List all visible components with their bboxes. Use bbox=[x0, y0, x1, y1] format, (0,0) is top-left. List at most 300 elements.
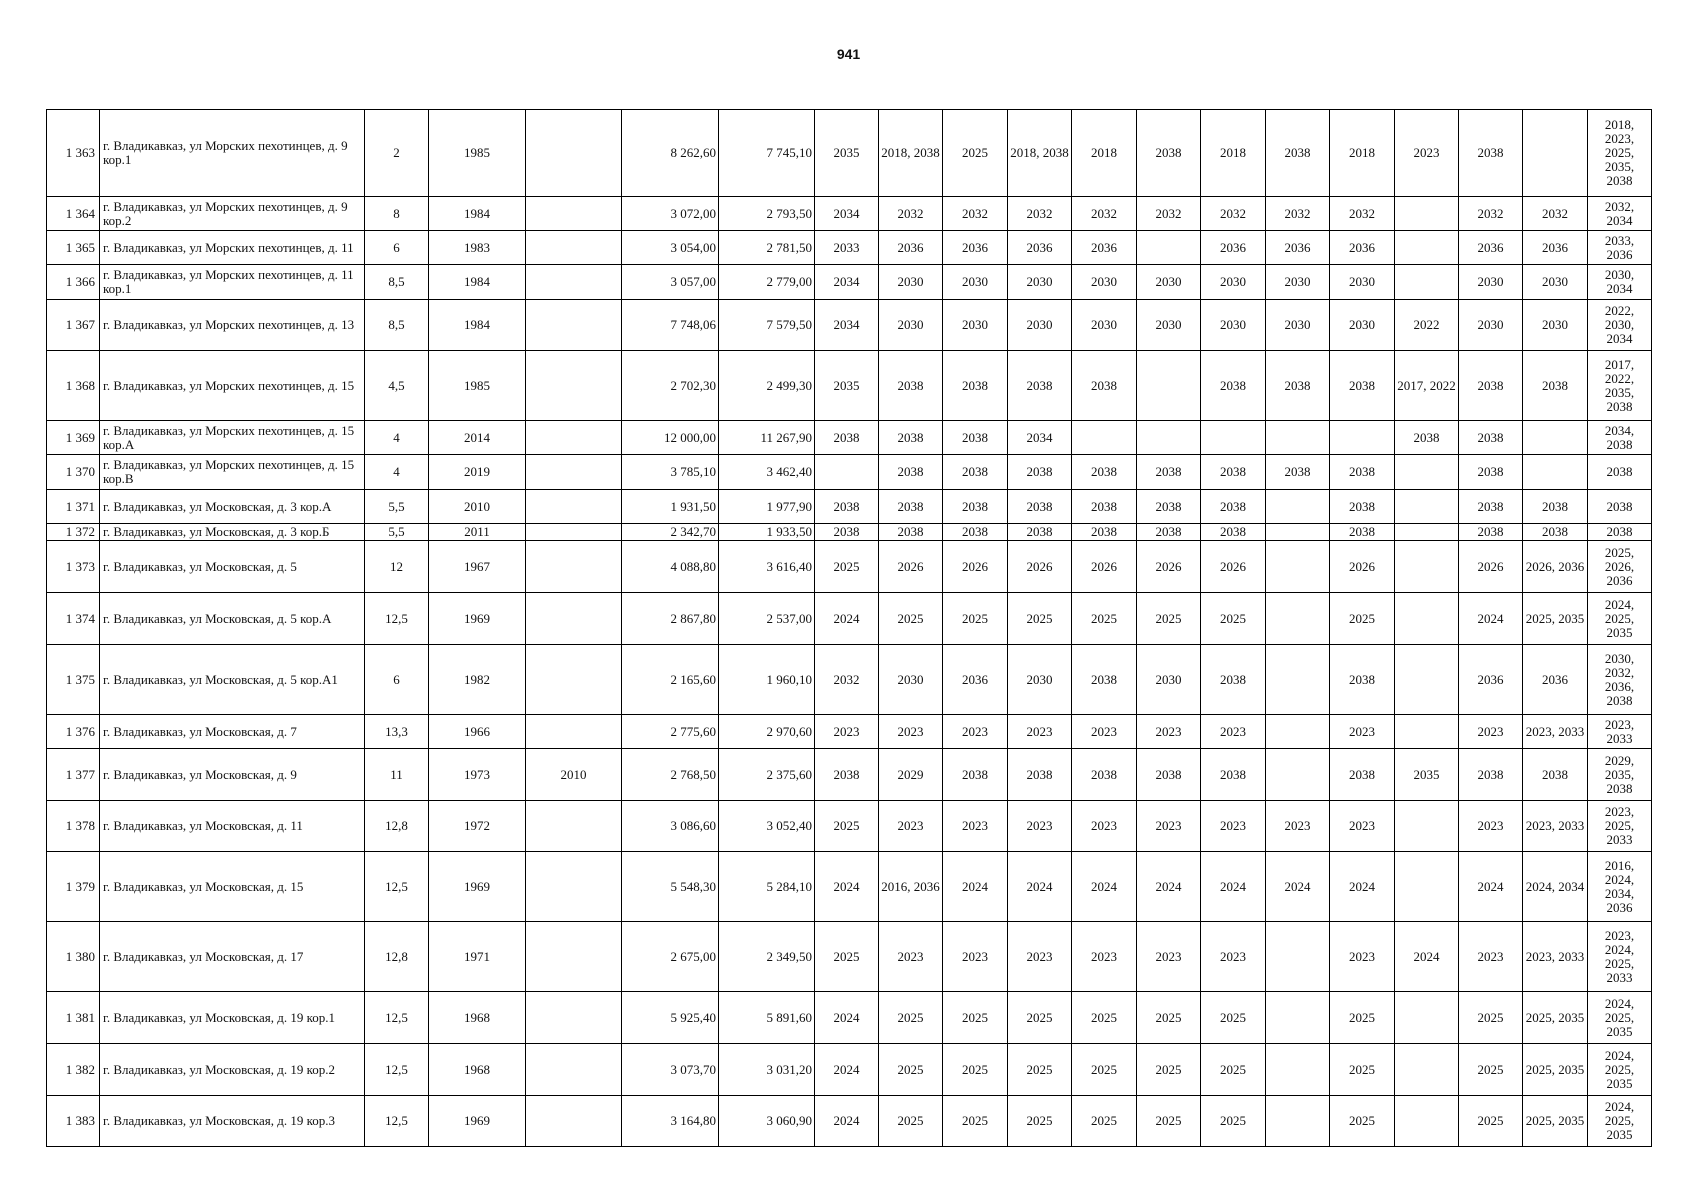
table-cell: 2036 bbox=[943, 231, 1008, 265]
table-cell: 2038 bbox=[879, 490, 943, 524]
table-cell bbox=[1395, 524, 1459, 541]
table-cell: 2026 bbox=[1201, 541, 1266, 593]
table-cell: 2024 bbox=[815, 1044, 879, 1096]
address-cell: г. Владикавказ, ул Московская, д. 17 bbox=[100, 922, 365, 992]
table-cell: 2023 bbox=[1330, 715, 1395, 749]
address-cell: г. Владикавказ, ул Морских пехотинцев, д. 9 кор.2 bbox=[100, 197, 365, 231]
table-cell: 2 499,30 bbox=[719, 351, 815, 421]
table-cell: 2025 bbox=[879, 593, 943, 645]
table-cell: 1 960,10 bbox=[719, 645, 815, 715]
table-cell: 2038 bbox=[1459, 110, 1523, 197]
table-cell: 1969 bbox=[429, 593, 526, 645]
table-cell: 2030 bbox=[1137, 645, 1201, 715]
table-row bbox=[47, 645, 1652, 715]
table-cell: 2023 bbox=[1137, 922, 1201, 992]
table-cell: 2 867,80 bbox=[622, 593, 719, 645]
table-cell: 2038 bbox=[1137, 524, 1201, 541]
table-cell: 2030 bbox=[1072, 265, 1137, 300]
table-cell: 4 bbox=[365, 455, 429, 490]
table-cell: 3 031,20 bbox=[719, 1044, 815, 1096]
table-cell bbox=[526, 265, 622, 300]
table-cell: 2030 bbox=[1459, 300, 1523, 351]
table-cell: 2034 bbox=[815, 300, 879, 351]
table-cell: 2024 bbox=[943, 852, 1008, 922]
table-cell: 2018 bbox=[1072, 110, 1137, 197]
table-cell: 2025 bbox=[943, 1044, 1008, 1096]
table-row bbox=[47, 421, 1652, 455]
table-row bbox=[47, 715, 1652, 749]
table-cell bbox=[1395, 231, 1459, 265]
table-cell: 2023 bbox=[1201, 801, 1266, 852]
table-cell: 1982 bbox=[429, 645, 526, 715]
table-cell: 2038 bbox=[1523, 490, 1588, 524]
table-cell: 2035 bbox=[1395, 749, 1459, 801]
table-row bbox=[47, 455, 1652, 490]
row-number-cell: 1 373 bbox=[47, 541, 100, 593]
table-cell: 2038 bbox=[1330, 749, 1395, 801]
table-cell: 2032 bbox=[1008, 197, 1072, 231]
address-cell: г. Владикавказ, ул Московская, д. 15 bbox=[100, 852, 365, 922]
table-cell: 11 bbox=[365, 749, 429, 801]
table-cell: 2038 bbox=[879, 421, 943, 455]
table-cell: 2038 bbox=[1008, 749, 1072, 801]
table-cell: 2038 bbox=[1330, 524, 1395, 541]
table-cell bbox=[526, 715, 622, 749]
table-cell: 2025 bbox=[1008, 992, 1072, 1044]
table-cell: 2 702,30 bbox=[622, 351, 719, 421]
table-cell: 2038 bbox=[1072, 749, 1137, 801]
table-row bbox=[47, 231, 1652, 265]
table-cell: 2024, 2034 bbox=[1523, 852, 1588, 922]
table-cell: 2023, 2024, 2025, 2033 bbox=[1588, 922, 1652, 992]
table-cell: 2038 bbox=[1008, 490, 1072, 524]
table-cell bbox=[526, 490, 622, 524]
table-cell bbox=[1266, 992, 1330, 1044]
table-cell: 2 781,50 bbox=[719, 231, 815, 265]
table-cell: 2024 bbox=[815, 992, 879, 1044]
table-cell: 2038 bbox=[1459, 524, 1523, 541]
table-cell: 2033 bbox=[815, 231, 879, 265]
table-cell: 2030 bbox=[1008, 265, 1072, 300]
table-cell bbox=[1266, 541, 1330, 593]
row-number-cell: 1 369 bbox=[47, 421, 100, 455]
table-cell: 2038 bbox=[1588, 524, 1652, 541]
table-cell: 12,5 bbox=[365, 1096, 429, 1147]
table-cell: 2024 bbox=[815, 852, 879, 922]
table-cell bbox=[1266, 421, 1330, 455]
table-cell: 12,8 bbox=[365, 801, 429, 852]
row-number-cell: 1 381 bbox=[47, 992, 100, 1044]
table-cell: 2038 bbox=[1459, 455, 1523, 490]
table-cell: 2010 bbox=[526, 749, 622, 801]
table-cell: 2023 bbox=[815, 715, 879, 749]
table-cell: 2038 bbox=[1137, 455, 1201, 490]
table-cell: 2025 bbox=[1330, 593, 1395, 645]
table-cell bbox=[526, 1096, 622, 1147]
table-cell: 1 977,90 bbox=[719, 490, 815, 524]
table-cell: 2032 bbox=[943, 197, 1008, 231]
address-cell: г. Владикавказ, ул Московская, д. 9 bbox=[100, 749, 365, 801]
table-cell: 2 793,50 bbox=[719, 197, 815, 231]
table-cell bbox=[1266, 524, 1330, 541]
row-number-cell: 1 380 bbox=[47, 922, 100, 992]
table-cell: 2025 bbox=[1459, 1044, 1523, 1096]
table-cell: 2036 bbox=[879, 231, 943, 265]
table-cell bbox=[526, 110, 622, 197]
row-number-cell: 1 372 bbox=[47, 524, 100, 541]
table-cell bbox=[1523, 421, 1588, 455]
table-cell: 2025 bbox=[1072, 1096, 1137, 1147]
table-cell: 2034, 2038 bbox=[1588, 421, 1652, 455]
table-cell: 2025, 2035 bbox=[1523, 593, 1588, 645]
table-cell: 2030 bbox=[1137, 265, 1201, 300]
table-cell: 2036 bbox=[1523, 231, 1588, 265]
address-cell: г. Владикавказ, ул Московская, д. 5 кор.А bbox=[100, 593, 365, 645]
table-cell: 2023 bbox=[1072, 801, 1137, 852]
table-cell: 2 775,60 bbox=[622, 715, 719, 749]
table-cell: 2024, 2025, 2035 bbox=[1588, 1096, 1652, 1147]
table-cell: 2018 bbox=[1201, 110, 1266, 197]
table-cell: 2023 bbox=[943, 715, 1008, 749]
table-cell: 2038 bbox=[1072, 455, 1137, 490]
table-cell bbox=[1137, 231, 1201, 265]
address-cell: г. Владикавказ, ул Морских пехотинцев, д. 15 кор.А bbox=[100, 421, 365, 455]
row-number-cell: 1 374 bbox=[47, 593, 100, 645]
table-cell: 2025 bbox=[1330, 1044, 1395, 1096]
table-cell bbox=[1395, 490, 1459, 524]
table-cell: 2024, 2025, 2035 bbox=[1588, 992, 1652, 1044]
table-cell: 2026 bbox=[1459, 541, 1523, 593]
table-cell: 3 057,00 bbox=[622, 265, 719, 300]
table-cell: 2038 bbox=[1395, 421, 1459, 455]
table-cell: 2038 bbox=[1072, 645, 1137, 715]
table-cell: 2 779,00 bbox=[719, 265, 815, 300]
table-cell bbox=[526, 197, 622, 231]
table-cell: 2030 bbox=[879, 300, 943, 351]
table-cell: 2 537,00 bbox=[719, 593, 815, 645]
table-cell: 2032 bbox=[1072, 197, 1137, 231]
table-cell: 2026 bbox=[1137, 541, 1201, 593]
address-cell: г. Владикавказ, ул Морских пехотинцев, д. 11 кор.1 bbox=[100, 265, 365, 300]
table-cell: 2038 bbox=[815, 490, 879, 524]
table-cell: 2030 bbox=[1072, 300, 1137, 351]
table-cell bbox=[1395, 645, 1459, 715]
table-cell: 2038 bbox=[1459, 490, 1523, 524]
table-cell: 2025 bbox=[879, 992, 943, 1044]
table-cell: 2024 bbox=[1459, 593, 1523, 645]
table-cell bbox=[1395, 593, 1459, 645]
table-cell: 2025 bbox=[815, 541, 879, 593]
table-cell: 2036 bbox=[943, 645, 1008, 715]
table-cell: 4 088,80 bbox=[622, 541, 719, 593]
table-cell: 2038 bbox=[943, 455, 1008, 490]
row-number-cell: 1 364 bbox=[47, 197, 100, 231]
table-cell bbox=[1266, 490, 1330, 524]
table-cell: 2024 bbox=[815, 593, 879, 645]
table-cell: 2025 bbox=[1201, 593, 1266, 645]
table-cell: 2038 bbox=[1072, 351, 1137, 421]
table-cell: 1985 bbox=[429, 351, 526, 421]
table-row bbox=[47, 541, 1652, 593]
address-cell: г. Владикавказ, ул Морских пехотинцев, д. 9 кор.1 bbox=[100, 110, 365, 197]
row-number-cell: 1 379 bbox=[47, 852, 100, 922]
table-cell bbox=[1395, 801, 1459, 852]
row-number-cell: 1 378 bbox=[47, 801, 100, 852]
table-cell bbox=[526, 231, 622, 265]
table-cell: 2025 bbox=[1201, 1044, 1266, 1096]
row-number-cell: 1 382 bbox=[47, 1044, 100, 1096]
table-cell: 1 931,50 bbox=[622, 490, 719, 524]
table-cell: 2024 bbox=[1201, 852, 1266, 922]
table-cell: 2030, 2034 bbox=[1588, 265, 1652, 300]
table-cell: 12,8 bbox=[365, 922, 429, 992]
table-cell: 2023 bbox=[879, 922, 943, 992]
table-cell: 2023 bbox=[1137, 715, 1201, 749]
table-cell: 2018, 2038 bbox=[1008, 110, 1072, 197]
row-number-cell: 1 383 bbox=[47, 1096, 100, 1147]
table-cell: 3 785,10 bbox=[622, 455, 719, 490]
table-cell: 2038 bbox=[1201, 351, 1266, 421]
table-cell: 2038 bbox=[1137, 749, 1201, 801]
table-cell: 2038 bbox=[1201, 645, 1266, 715]
table-cell: 2032 bbox=[815, 645, 879, 715]
table-cell: 2024 bbox=[1137, 852, 1201, 922]
table-cell: 2029, 2035, 2038 bbox=[1588, 749, 1652, 801]
table-cell: 2030 bbox=[1008, 300, 1072, 351]
table-cell bbox=[1266, 715, 1330, 749]
table-row bbox=[47, 300, 1652, 351]
table-cell: 2038 bbox=[1008, 455, 1072, 490]
table-cell: 2030 bbox=[1330, 265, 1395, 300]
address-cell: г. Владикавказ, ул Московская, д. 3 кор.А bbox=[100, 490, 365, 524]
table-cell: 12,5 bbox=[365, 1044, 429, 1096]
table-cell bbox=[526, 593, 622, 645]
table-cell: 2036 bbox=[1459, 645, 1523, 715]
table-cell: 1968 bbox=[429, 992, 526, 1044]
table-cell: 3 462,40 bbox=[719, 455, 815, 490]
table-cell: 12 000,00 bbox=[622, 421, 719, 455]
table-cell: 1985 bbox=[429, 110, 526, 197]
table-cell: 2025 bbox=[815, 922, 879, 992]
table-cell bbox=[1395, 455, 1459, 490]
table-cell: 1972 bbox=[429, 801, 526, 852]
table-cell: 2030 bbox=[943, 265, 1008, 300]
table-cell: 6 bbox=[365, 645, 429, 715]
table-cell: 2023, 2033 bbox=[1523, 922, 1588, 992]
address-cell: г. Владикавказ, ул Морских пехотинцев, д. 11 bbox=[100, 231, 365, 265]
table-cell: 2 768,50 bbox=[622, 749, 719, 801]
table-cell: 2023 bbox=[1459, 922, 1523, 992]
table-cell: 5 284,10 bbox=[719, 852, 815, 922]
table-cell: 2023 bbox=[1201, 922, 1266, 992]
table-cell bbox=[1266, 1096, 1330, 1147]
table-cell bbox=[1523, 110, 1588, 197]
table-cell: 5,5 bbox=[365, 490, 429, 524]
table-cell: 2 165,60 bbox=[622, 645, 719, 715]
table-cell bbox=[526, 455, 622, 490]
table-cell: 2030 bbox=[1459, 265, 1523, 300]
table-row bbox=[47, 351, 1652, 421]
table-cell bbox=[1072, 421, 1137, 455]
table-cell: 2023 bbox=[1008, 922, 1072, 992]
address-cell: г. Владикавказ, ул Московская, д. 19 кор.2 bbox=[100, 1044, 365, 1096]
table-cell: 2038 bbox=[815, 749, 879, 801]
address-cell: г. Владикавказ, ул Московская, д. 5 bbox=[100, 541, 365, 593]
table-cell: 2038 bbox=[1137, 110, 1201, 197]
table-row bbox=[47, 197, 1652, 231]
table-cell: 2038 bbox=[1523, 351, 1588, 421]
table-cell: 2038 bbox=[1201, 490, 1266, 524]
table-cell: 2 bbox=[365, 110, 429, 197]
table-cell: 2030 bbox=[943, 300, 1008, 351]
table-cell: 2025, 2035 bbox=[1523, 992, 1588, 1044]
table-cell: 2023 bbox=[879, 801, 943, 852]
table-cell: 5 548,30 bbox=[622, 852, 719, 922]
table-cell: 2032 bbox=[1459, 197, 1523, 231]
table-cell: 2025 bbox=[1330, 992, 1395, 1044]
table-row bbox=[47, 749, 1652, 801]
table-cell bbox=[1266, 593, 1330, 645]
table-cell: 2025, 2035 bbox=[1523, 1096, 1588, 1147]
table-cell bbox=[1137, 351, 1201, 421]
table-cell: 2023, 2033 bbox=[1523, 801, 1588, 852]
table-cell: 2023 bbox=[1008, 801, 1072, 852]
table-cell: 12 bbox=[365, 541, 429, 593]
table-cell: 1973 bbox=[429, 749, 526, 801]
table-cell: 8 262,60 bbox=[622, 110, 719, 197]
table-cell bbox=[526, 541, 622, 593]
table-cell: 2038 bbox=[815, 524, 879, 541]
table-cell: 2023 bbox=[879, 715, 943, 749]
table-cell: 2032 bbox=[1266, 197, 1330, 231]
table-cell: 1984 bbox=[429, 300, 526, 351]
table-cell: 2022 bbox=[1395, 300, 1459, 351]
table-cell bbox=[815, 455, 879, 490]
table-cell: 7 745,10 bbox=[719, 110, 815, 197]
address-cell: г. Владикавказ, ул Московская, д. 5 кор.А1 bbox=[100, 645, 365, 715]
table-cell: 1966 bbox=[429, 715, 526, 749]
table-cell: 2025 bbox=[879, 1044, 943, 1096]
table-cell: 2025 bbox=[1137, 593, 1201, 645]
table-cell: 2010 bbox=[429, 490, 526, 524]
table-cell: 2 675,00 bbox=[622, 922, 719, 992]
table-cell: 2023 bbox=[1330, 922, 1395, 992]
table-cell: 12,5 bbox=[365, 593, 429, 645]
table-cell: 2034 bbox=[1008, 421, 1072, 455]
table-cell: 2038 bbox=[1266, 351, 1330, 421]
table-row bbox=[47, 490, 1652, 524]
table-cell: 2038 bbox=[943, 524, 1008, 541]
table-row bbox=[47, 593, 1652, 645]
table-cell bbox=[526, 351, 622, 421]
table-cell: 2023 bbox=[1137, 801, 1201, 852]
table-cell bbox=[1395, 265, 1459, 300]
table-cell: 2025 bbox=[1201, 1096, 1266, 1147]
row-number-cell: 1 376 bbox=[47, 715, 100, 749]
table-cell: 2038 bbox=[1137, 490, 1201, 524]
table-cell bbox=[1266, 1044, 1330, 1096]
table-cell: 2038 bbox=[1008, 351, 1072, 421]
table-cell: 2030 bbox=[1523, 265, 1588, 300]
table-cell: 2024, 2025, 2035 bbox=[1588, 1044, 1652, 1096]
address-cell: г. Владикавказ, ул Московская, д. 19 кор.3 bbox=[100, 1096, 365, 1147]
table-cell: 2038 bbox=[1266, 110, 1330, 197]
table-cell: 5,5 bbox=[365, 524, 429, 541]
row-number-cell: 1 366 bbox=[47, 265, 100, 300]
table-cell: 2011 bbox=[429, 524, 526, 541]
table-cell: 2026 bbox=[1330, 541, 1395, 593]
table-cell: 2025 bbox=[1459, 992, 1523, 1044]
table-cell: 2023, 2025, 2033 bbox=[1588, 801, 1652, 852]
table-cell: 2025 bbox=[879, 1096, 943, 1147]
table-cell bbox=[1201, 421, 1266, 455]
table-row bbox=[47, 1044, 1652, 1096]
table-cell: 2023 bbox=[1266, 801, 1330, 852]
table-cell: 2038 bbox=[1330, 645, 1395, 715]
table-cell: 2032 bbox=[1137, 197, 1201, 231]
table-cell: 2025 bbox=[815, 801, 879, 852]
table-cell: 2032 bbox=[1523, 197, 1588, 231]
table-cell: 8,5 bbox=[365, 300, 429, 351]
table-cell: 2024 bbox=[1459, 852, 1523, 922]
table-cell: 2038 bbox=[1459, 749, 1523, 801]
table-row bbox=[47, 265, 1652, 300]
table-cell: 2024 bbox=[1072, 852, 1137, 922]
table-cell: 2038 bbox=[1330, 351, 1395, 421]
table-cell: 2038 bbox=[1072, 490, 1137, 524]
table-cell: 2025 bbox=[1008, 1044, 1072, 1096]
table-cell: 8,5 bbox=[365, 265, 429, 300]
table-cell: 2038 bbox=[1588, 490, 1652, 524]
address-cell: г. Владикавказ, ул Московская, д. 19 кор.1 bbox=[100, 992, 365, 1044]
table-cell: 2035 bbox=[815, 351, 879, 421]
table-cell: 2026 bbox=[879, 541, 943, 593]
table-cell: 2024 bbox=[1008, 852, 1072, 922]
table-cell: 2038 bbox=[1201, 749, 1266, 801]
table-cell: 2022, 2030, 2034 bbox=[1588, 300, 1652, 351]
table-cell: 2023, 2033 bbox=[1588, 715, 1652, 749]
table-cell: 3 086,60 bbox=[622, 801, 719, 852]
table-cell: 2036 bbox=[1330, 231, 1395, 265]
table-cell bbox=[1395, 1096, 1459, 1147]
table-cell: 2 375,60 bbox=[719, 749, 815, 801]
table-cell: 3 073,70 bbox=[622, 1044, 719, 1096]
table-cell: 7 579,50 bbox=[719, 300, 815, 351]
table-cell: 2036 bbox=[1201, 231, 1266, 265]
table-row bbox=[47, 922, 1652, 992]
table-cell: 2026 bbox=[943, 541, 1008, 593]
table-cell: 2025, 2035 bbox=[1523, 1044, 1588, 1096]
table-cell: 2023 bbox=[1072, 715, 1137, 749]
table-cell bbox=[1395, 1044, 1459, 1096]
table-cell: 2025, 2026, 2036 bbox=[1588, 541, 1652, 593]
table-cell: 3 060,90 bbox=[719, 1096, 815, 1147]
table-cell: 2025 bbox=[1330, 1096, 1395, 1147]
table-cell: 7 748,06 bbox=[622, 300, 719, 351]
table-cell: 2032 bbox=[1201, 197, 1266, 231]
table-cell: 2030, 2032, 2036, 2038 bbox=[1588, 645, 1652, 715]
table-cell: 2026 bbox=[1008, 541, 1072, 593]
table-cell: 3 052,40 bbox=[719, 801, 815, 852]
table-cell: 3 054,00 bbox=[622, 231, 719, 265]
table-cell: 4,5 bbox=[365, 351, 429, 421]
table-cell bbox=[1266, 749, 1330, 801]
row-number-cell: 1 363 bbox=[47, 110, 100, 197]
table-cell: 2034 bbox=[815, 197, 879, 231]
table-cell: 2035 bbox=[815, 110, 879, 197]
table-cell: 1967 bbox=[429, 541, 526, 593]
table-cell: 2030 bbox=[879, 265, 943, 300]
